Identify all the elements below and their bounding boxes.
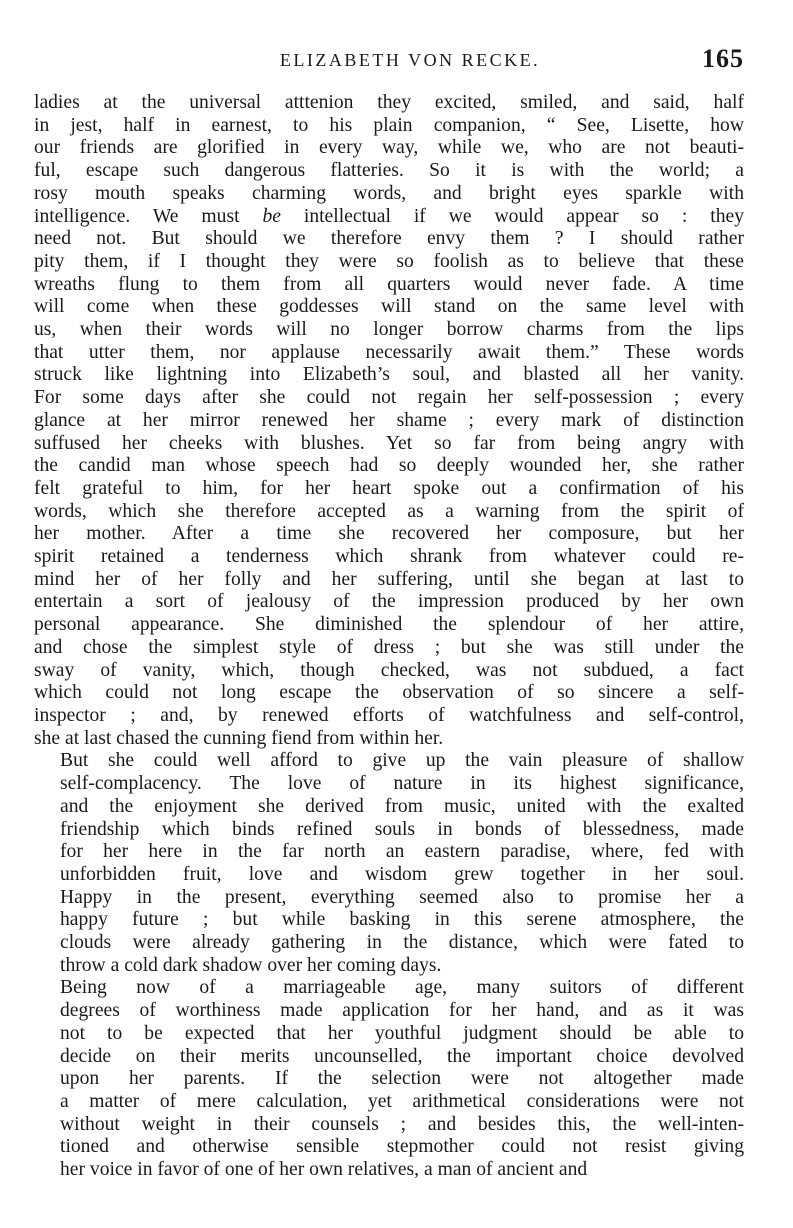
- text-line: which could not long escape the observation of so sincere a self-: [34, 682, 744, 704]
- text-line: happy future ; but while basking in this serene atmosphere, the: [60, 909, 744, 931]
- text-line: rosy mouth speaks charming words, and bright eyes sparkle with: [34, 182, 744, 204]
- text-line: for her here in the far north an eastern paradise, where, fed with: [60, 841, 744, 863]
- text-line: pity them, if I thought they were so foolish as to believe that these: [34, 250, 744, 272]
- text-line: a matter of mere calculation, yet arithmetical considerations were not: [60, 1090, 744, 1112]
- text-line: upon her parents. If the selection were not altogether made: [60, 1068, 744, 1090]
- text-line: the candid man whose speech had so deeply wounded her, she rather: [34, 455, 744, 477]
- text-line: ful, escape such dangerous flatteries. So it is with the world; a: [34, 160, 744, 182]
- text-line: Being now of a marriageable age, many suitors of different: [60, 977, 744, 999]
- text-line: ladies at the universal atttenion they excited, smiled, and said, half: [34, 92, 744, 113]
- body-text: [34, 92, 744, 1182]
- text-line: Happy in the present, everything seemed also to promise her a: [60, 886, 744, 908]
- text-line: friendship which binds refined souls in bonds of blessedness, made: [60, 818, 744, 840]
- text-line: need not. But should we therefore envy them ? I should rather: [34, 228, 744, 250]
- text-line: personal appearance. She diminished the splendour of her attire,: [34, 614, 744, 636]
- text-line: her voice in favor of one of her own relatives, a man of ancient and: [60, 1159, 588, 1181]
- text-line: tioned and otherwise sensible stepmother could not resist giving: [60, 1136, 744, 1158]
- text-line: us, when their words will no longer borrow charms from the lips: [34, 319, 744, 341]
- text-line: intelligence. We must be intellectual if we would appear so : they: [34, 205, 744, 227]
- text-line: wreaths flung to them from all quarters would never fade. A time: [34, 273, 744, 295]
- text-line: that utter them, nor applause necessarily await them.” These words: [34, 341, 744, 363]
- text-line: struck like lightning into Elizabeth’s soul, and blasted all her vanity.: [34, 364, 744, 386]
- text-line: glance at her mirror renewed her shame ; every mark of distinction: [34, 409, 744, 431]
- text-line: self-complacency. The love of nature in its highest significance,: [60, 773, 744, 795]
- paragraph-2: [34, 750, 744, 977]
- text-line: spirit retained a tenderness which shrank from whatever could re-: [34, 546, 744, 568]
- text-line: mind her of her folly and her suffering, until she began at last to: [34, 568, 744, 590]
- text-line: words, which she therefore accepted as a warning from the spirit of: [34, 500, 744, 522]
- text-line: But she could well afford to give up the vain pleasure of shallow: [60, 750, 744, 772]
- text-line: For some days after she could not regain her self-possession ; every: [34, 387, 744, 409]
- text-line: clouds were already gathering in the distance, which were fated to: [60, 932, 744, 954]
- paragraph-3: [34, 977, 744, 1181]
- text-line: suffused her cheeks with blushes. Yet so far from being angry with: [34, 432, 744, 454]
- text-line: decide on their merits uncounselled, the important choice devolved: [60, 1045, 744, 1067]
- text-line: in jest, half in earnest, to his plain companion, “ See, Lisette, how: [34, 114, 744, 136]
- text-line: throw a cold dark shadow over her coming days.: [60, 954, 442, 976]
- text-line: and chose the simplest style of dress ; but she was still under the: [34, 636, 744, 658]
- text-line: sway of vanity, which, though checked, was not subdued, a fact: [34, 659, 744, 681]
- text-line: our friends are glorified in every way, while we, who are not beauti-: [34, 137, 744, 159]
- text-line: unforbidden fruit, love and wisdom grew together in her soul.: [60, 863, 744, 885]
- text-line: and the enjoyment she derived from music, united with the exalted: [60, 795, 744, 817]
- emphasis: be: [262, 205, 281, 227]
- page-number: 165: [702, 44, 744, 73]
- running-head: ELIZABETH VON RECKE.: [279, 50, 541, 70]
- text-line: not to be expected that her youthful judgment should be able to: [60, 1022, 744, 1044]
- paragraph-1: [34, 92, 744, 750]
- text-line: will come when these goddesses will stand on the same level with: [34, 296, 744, 318]
- page-header: [36, 44, 744, 84]
- text-line: she at last chased the cunning fiend from within her.: [34, 727, 444, 749]
- text-line: without weight in their counsels ; and besides this, the well-inten-: [60, 1113, 744, 1135]
- text-line: degrees of worthiness made application for her hand, and as it was: [60, 1000, 744, 1022]
- text-line: felt grateful to him, for her heart spoke out a confirmation of his: [34, 477, 744, 499]
- text-line: entertain a sort of jealousy of the impression produced by her own: [34, 591, 744, 613]
- text-line: her mother. After a time she recovered her composure, but her: [34, 523, 744, 545]
- text-line: inspector ; and, by renewed efforts of watchfulness and self-control,: [34, 704, 744, 726]
